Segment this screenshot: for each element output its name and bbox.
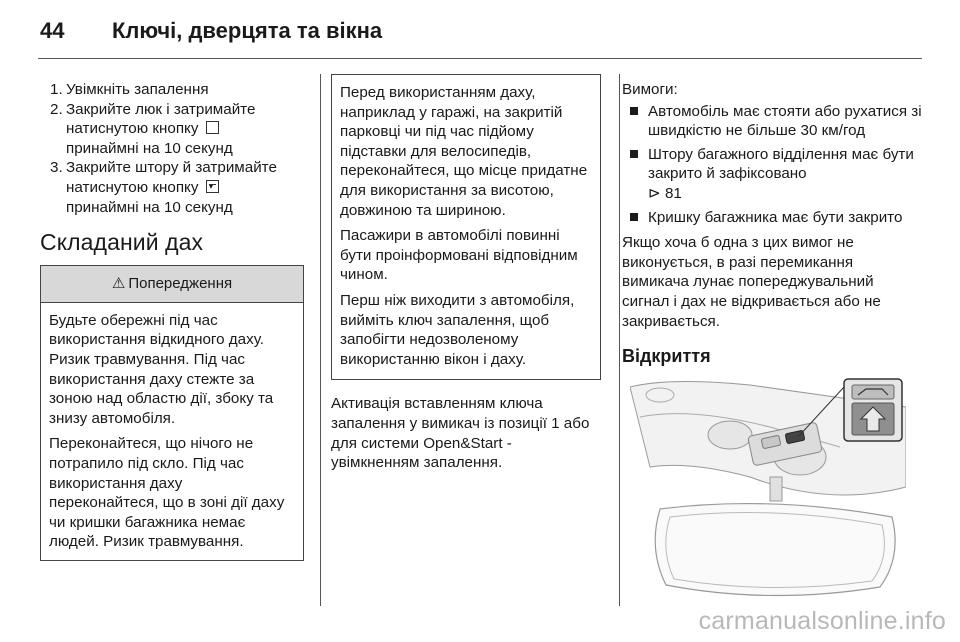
column-2 (331, 74, 603, 488)
footer-watermark: carmanualsonline.info (698, 607, 946, 635)
column-1 (40, 74, 302, 561)
roof-open-button-icon (844, 379, 902, 441)
requirements-note: Якщо хоча б одна з цих вимог не виконується, в разі перемикання вимикача лунає попереджувальний сигнал і дах не відкривається або не закривається. (622, 234, 881, 330)
warning-header (41, 266, 303, 303)
info-box (331, 74, 601, 380)
requirement-item: Кришку багажника має бути закрито (622, 208, 922, 228)
warning-title: Попередження (128, 274, 233, 292)
page-number: 44 (40, 18, 65, 43)
info-paragraph: Перед використанням даху, наприклад у гаражі, на закритій парковці чи під час підйому підставки для велосипедів, переконайтеся, що місце придатне для використання за висотою, довжиною та шириною. (340, 84, 588, 219)
requirements-list (622, 102, 922, 228)
steps-list (40, 80, 302, 217)
requirement-item: Автомобіль має стояти або рухатися зі швидкістю не більше 30 км/год (622, 102, 922, 141)
page-ref-icon: ⊳ (648, 184, 661, 202)
warning-paragraph: Будьте обережні під час використання відкидного даху. Ризик травмування. Під час використання даху стежте за зоною над областю дії, збоку та знизу автомобіля. (49, 311, 274, 427)
page-ref[interactable]: 81 (664, 184, 682, 202)
info-paragraph: Пасажири в автомобілі повинні бути проінформовані відповідним чином. (340, 227, 578, 284)
header-divider (38, 58, 922, 59)
sunblind-close-icon (206, 180, 219, 193)
column-divider-2 (619, 74, 620, 606)
info-paragraph: Перш ніж виходити з автомобіля, вийміть ключ запалення, щоб запобігти недозволеному використанню вікон і даху. (340, 291, 575, 368)
activation-text: Активація вставленням ключа запалення у вимикач із позиції 1 або для системи Open&Start - увімкненням запалення. (331, 395, 590, 472)
warning-triangle-icon: ⚠ (111, 274, 126, 292)
warning-box (40, 265, 304, 561)
page-title: Ключі, дверцята та вікна (112, 18, 383, 43)
step-item: 2. Закрийте люк і затримайте натиснутою кнопку принаймні на 10 секунд (50, 100, 256, 157)
warning-body (41, 303, 303, 560)
roof-console-illustration (630, 377, 906, 603)
column-divider-1 (320, 74, 321, 606)
column-3 (622, 74, 922, 603)
sunroof-close-icon (206, 121, 219, 134)
step-item: 3. Закрийте штору й затримайте натиснутою кнопку ▾ принаймні на 10 секунд (40, 158, 302, 217)
page-header (40, 18, 382, 48)
subsection-title: Відкриття (622, 346, 711, 367)
requirement-item: Штору багажного відділення має бути закрито й зафіксовано ⊳ 81 (622, 145, 922, 204)
section-title: Складаний дах (40, 229, 204, 256)
requirements-intro: Вимоги: (622, 81, 678, 98)
illustration (630, 377, 906, 603)
warning-paragraph: Переконайтеся, що нічого не потрапило під скло. Під час використання даху переконайтеся, що в зоні дії даху чи кришки багажника немає людей. Ризик травмування. (49, 435, 285, 551)
step-item: 1. Увімкніть запалення (50, 81, 209, 98)
